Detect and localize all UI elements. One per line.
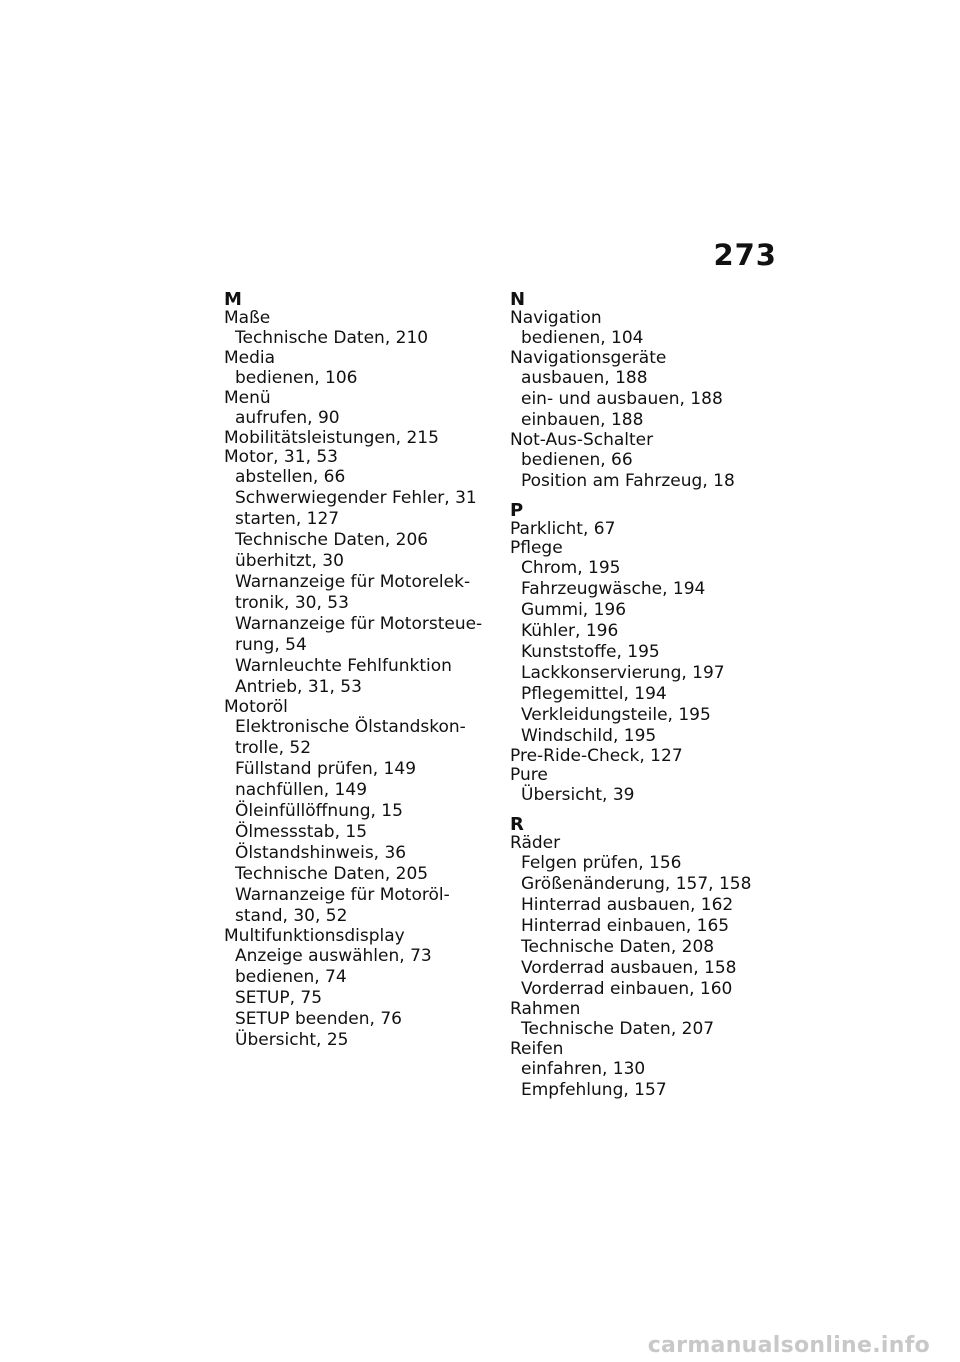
index-entry bbox=[510, 1040, 780, 1101]
index-subentry: Windschild, 195 bbox=[521, 726, 657, 746]
index-term: Pflege bbox=[510, 538, 563, 558]
index-subentry: Position am Fahrzeug, 18 bbox=[521, 471, 735, 491]
index-entry bbox=[224, 448, 494, 698]
index-subentry: stand, 30, 52 bbox=[235, 906, 348, 926]
index-subentry: Technische Daten, 205 bbox=[235, 864, 429, 884]
index-subentry: abstellen, 66 bbox=[235, 467, 346, 487]
section-letter: P bbox=[510, 500, 524, 521]
index-entry bbox=[224, 927, 494, 1051]
index-subentry: einfahren, 130 bbox=[521, 1059, 646, 1079]
index-term: Multifunktionsdisplay bbox=[224, 926, 405, 946]
index-entry bbox=[510, 520, 780, 539]
index-subentry: Chrom, 195 bbox=[521, 558, 621, 578]
index-subentry: überhitzt, 30 bbox=[235, 551, 344, 571]
index-subentry: ein- und ausbauen, 188 bbox=[521, 389, 723, 409]
index-section-r bbox=[510, 816, 780, 1101]
index-subentry: Kühler, 196 bbox=[521, 621, 619, 641]
section-letter: M bbox=[224, 289, 242, 310]
index-subentry: Öleinfüllöffnung, 15 bbox=[235, 801, 403, 821]
index-subentry: Warnanzeige für Motorsteue- bbox=[235, 614, 483, 634]
index-subentry: Technische Daten, 210 bbox=[235, 328, 429, 348]
index-term: Menü bbox=[224, 388, 271, 408]
index-subentry: Übersicht, 39 bbox=[521, 785, 635, 805]
index-subentry: starten, 127 bbox=[235, 509, 340, 529]
index-subentry: Technische Daten, 208 bbox=[521, 937, 715, 957]
index-subentry: Hinterrad ausbauen, 162 bbox=[521, 895, 734, 915]
index-subentry: SETUP beenden, 76 bbox=[235, 1009, 402, 1029]
index-subentry: SETUP, 75 bbox=[235, 988, 323, 1008]
index-subentry: ausbauen, 188 bbox=[521, 368, 648, 388]
index-subentry: Technische Daten, 207 bbox=[521, 1019, 715, 1039]
index-subentry: Schwerwiegender Fehler, 31 bbox=[235, 488, 477, 508]
index-subentry: Größenänderung, 157, 158 bbox=[521, 874, 752, 894]
index-term: Reifen bbox=[510, 1039, 564, 1059]
index-entry bbox=[510, 349, 780, 431]
index-subentry: aufrufen, 90 bbox=[235, 408, 340, 428]
index-term: Parklicht, 67 bbox=[510, 519, 616, 539]
watermark: carmanualsonline.info bbox=[647, 1333, 930, 1358]
index-entry bbox=[510, 309, 780, 349]
index-subentry: Übersicht, 25 bbox=[235, 1030, 349, 1050]
section-letter: R bbox=[510, 814, 524, 835]
index-subentry: Pflegemittel, 194 bbox=[521, 684, 667, 704]
index-subentry: tronik, 30, 53 bbox=[235, 593, 349, 613]
index-subentry: Verkleidungsteile, 195 bbox=[521, 705, 711, 725]
index-subentry: Ölstandshinweis, 36 bbox=[235, 843, 407, 863]
index-term: Räder bbox=[510, 833, 561, 853]
index-section-m bbox=[224, 291, 494, 1051]
index-subentry: Lackkonservierung, 197 bbox=[521, 663, 725, 683]
index-term: Pre-Ride-Check, 127 bbox=[510, 746, 683, 766]
index-subentry: Technische Daten, 206 bbox=[235, 530, 429, 550]
index-subentry: Empfehlung, 157 bbox=[521, 1080, 667, 1100]
index-term: Rahmen bbox=[510, 999, 581, 1019]
index-term: Maße bbox=[224, 308, 271, 328]
index-subentry: bedienen, 74 bbox=[235, 967, 347, 987]
index-subentry: einbauen, 188 bbox=[521, 410, 644, 430]
index-subentry: Elektronische Ölstandskon- bbox=[235, 717, 466, 737]
index-entry bbox=[224, 698, 494, 927]
index-subentry: Warnanzeige für Motoröl- bbox=[235, 885, 450, 905]
index-subentry: Antrieb, 31, 53 bbox=[235, 677, 362, 697]
index-entry bbox=[510, 1000, 780, 1040]
index-entry bbox=[510, 431, 780, 492]
section-letter: N bbox=[510, 289, 526, 310]
index-subentry: Fahrzeugwäsche, 194 bbox=[521, 579, 706, 599]
index-subentry: Vorderrad einbauen, 160 bbox=[521, 979, 733, 999]
index-term: Navigationsgeräte bbox=[510, 348, 667, 368]
index-subentry: trolle, 52 bbox=[235, 738, 312, 758]
index-term: Pure bbox=[510, 765, 548, 785]
index-subentry: Warnanzeige für Motorelek- bbox=[235, 572, 471, 592]
index-entry bbox=[510, 834, 780, 1000]
index-subentry: Kunststoffe, 195 bbox=[521, 642, 660, 662]
index-subentry: Ölmessstab, 15 bbox=[235, 822, 368, 842]
index-subentry: nachfüllen, 149 bbox=[235, 780, 368, 800]
page-number: 273 bbox=[713, 238, 777, 272]
index-subentry: Vorderrad ausbauen, 158 bbox=[521, 958, 737, 978]
index-term: Media bbox=[224, 348, 276, 368]
index-term: Navigation bbox=[510, 308, 602, 328]
index-column-left bbox=[224, 291, 494, 1061]
index-section-p bbox=[510, 502, 780, 806]
index-term: Motoröl bbox=[224, 697, 288, 717]
index-entry bbox=[510, 766, 780, 806]
index-subentry: Warnleuchte Fehlfunktion bbox=[235, 656, 452, 676]
index-entry bbox=[224, 309, 494, 349]
index-entry bbox=[224, 429, 494, 448]
index-entry bbox=[224, 349, 494, 389]
index-subentry: Gummi, 196 bbox=[521, 600, 627, 620]
index-subentry: Hinterrad einbauen, 165 bbox=[521, 916, 730, 936]
index-subentry: rung, 54 bbox=[235, 635, 307, 655]
index-subentry: bedienen, 66 bbox=[521, 450, 633, 470]
index-subentry: bedienen, 106 bbox=[235, 368, 358, 388]
index-entry bbox=[510, 539, 780, 747]
index-entry bbox=[224, 389, 494, 429]
index-subentry: bedienen, 104 bbox=[521, 328, 644, 348]
index-subentry: Anzeige auswählen, 73 bbox=[235, 946, 432, 966]
index-term: Motor, 31, 53 bbox=[224, 447, 339, 467]
index-column-right bbox=[510, 291, 780, 1111]
index-term: Not-Aus-Schalter bbox=[510, 430, 654, 450]
index-subentry: Füllstand prüfen, 149 bbox=[235, 759, 417, 779]
index-subentry: Felgen prüfen, 156 bbox=[521, 853, 682, 873]
index-entry bbox=[510, 747, 780, 766]
index-section-n bbox=[510, 291, 780, 492]
index-term: Mobilitätsleistungen, 215 bbox=[224, 428, 439, 448]
